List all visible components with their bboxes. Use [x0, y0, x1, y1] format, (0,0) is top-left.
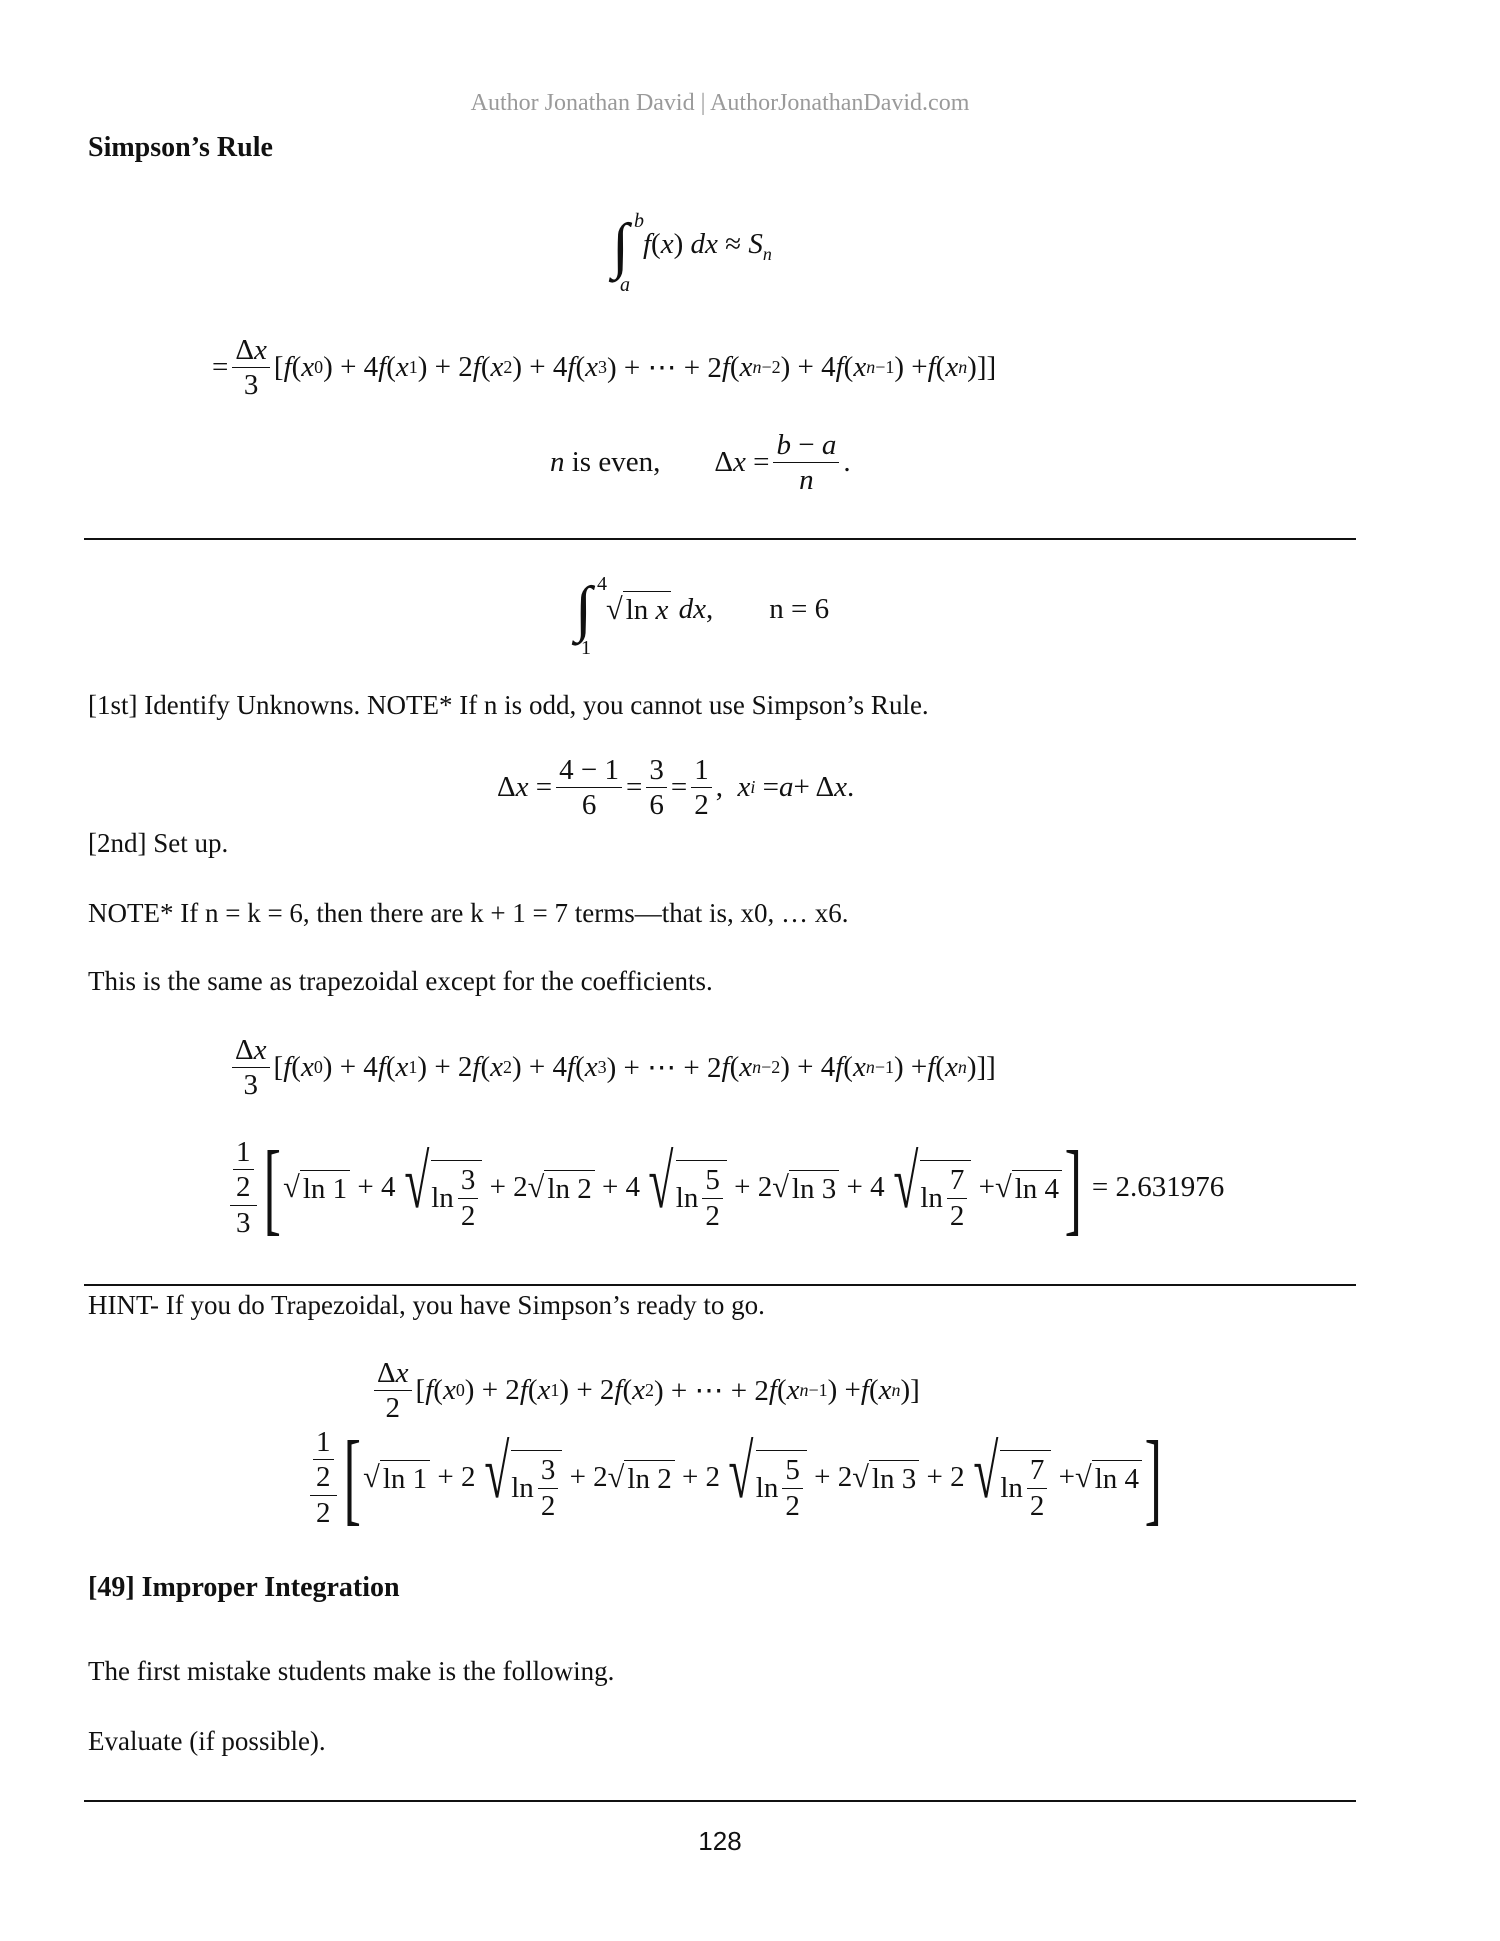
simpson-formula: = $\frac{\Delta x}{3}$ [ f ( x 0 ) + 4 f ( x 1 ) + 2 f ( x 2 ) + 4 f ( x 3 ) + ⋯ + 2 f ( x n−2 ) + 4 f ( x n−1 ) + f ( x n )]]	[212, 334, 997, 402]
footer-divider	[84, 1800, 1356, 1802]
delta-x-computation: Δ x = $\frac{4 - 1}{6}$ = $\frac{3}{6}$ = $\frac{1}{2}$ , x i = a + Δ x .	[497, 754, 855, 822]
improper-integration-heading: [49] Improper Integration	[88, 1572, 400, 1603]
simpson-formula-repeat: $\frac{\Delta x}{3}$ [ f ( x 0 ) + 4 f ( x 1 ) + 2 f ( x 2 ) + 4 f ( x 3 ) + ⋯ + 2 f ( x n−2 ) + 4 f ( x n−1 ) + f ( x n )]]	[228, 1035, 996, 1101]
result-value: = 2.631976	[1091, 1171, 1225, 1203]
same-as-trapezoidal-text: This is the same as trapezoidal except for the coefficients.	[88, 966, 713, 996]
page-header: Author Jonathan David | AuthorJonathanDavid.com	[470, 90, 970, 116]
example-integral: ∫ 4 1 √ ln x dx , n = 6	[575, 573, 830, 659]
note-text: NOTE* If n = k = 6, then there are k + 1 = 7 terms—that is, x0, … x6.	[88, 898, 849, 928]
step2-text: [2nd] Set up.	[88, 828, 229, 858]
n-equals-6: n = 6	[769, 592, 830, 625]
hint-text: HINT- If you do Trapezoidal, you have Simpson’s ready to go.	[88, 1290, 765, 1320]
simpson-condition: n is even, Δ x = $\frac{b - a}{n}$ .	[550, 429, 851, 497]
trapezoidal-formula: $\frac{\Delta x}{2}$ [ f ( x 0 ) + 2 f ( x 1 ) + 2 f ( x 2 ) + ⋯ + 2 f ( x n−1 ) + f ( x n )]	[370, 1358, 920, 1424]
simpson-heading: Simpson’s Rule	[88, 132, 273, 163]
step1-text: [1st] Identify Unknowns. NOTE* If n is odd, you cannot use Simpson’s Rule.	[88, 690, 929, 720]
mistake-text: The first mistake students make is the following.	[88, 1656, 615, 1686]
divider	[84, 1284, 1356, 1286]
trapezoidal-evaluation: $\frac{\frac{1}{2}}{2}$ [ √ ln 1 + 2 √ln $\frac{3}{2}$ + 2 √ ln 2 + 2 √ln $\frac{5}{2}$ + 2 √ ln 3 + 2 √ln $\frac{7}{2}$ + √ ln 4 ]	[306, 1420, 1165, 1535]
page-number: 128	[698, 1826, 742, 1856]
simpson-evaluation: $\frac{\frac{1}{2}}{3}$ [ √ ln 1 + 4 √ln $\frac{3}{2}$ + 2 √ ln 2 + 4 √ln $\frac{5}{2}$ + 2 √ ln 3 + 4 √ln $\frac{7}{2}$ + √ ln 4 ] = 2.631976	[226, 1130, 1224, 1245]
divider	[84, 538, 1356, 540]
evaluate-text: Evaluate (if possible).	[88, 1726, 326, 1756]
simpson-integral: ∫ b a f(x) dx ≈ $S_n$	[612, 210, 772, 296]
